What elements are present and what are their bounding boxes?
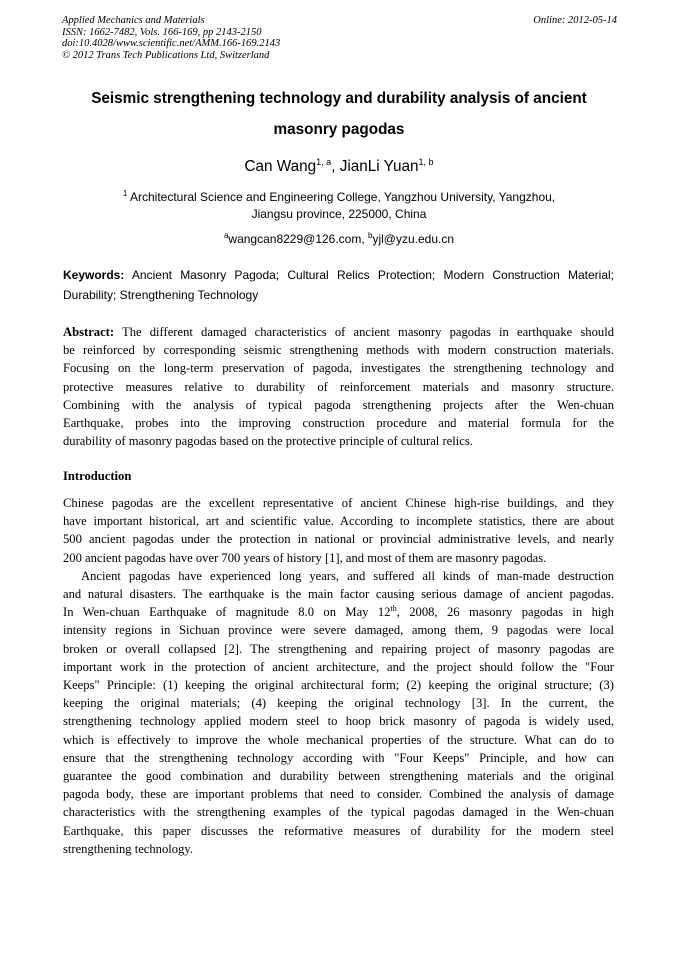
ordinal-suffix: th: [390, 604, 397, 614]
copyright-line: © 2012 Trans Tech Publications Ltd, Switzerland: [62, 49, 270, 61]
body-line: Keeps" Principle: (1) keeping the original architectural form; (2) keeping the original structure; (3): [63, 678, 614, 693]
author-list: [40, 157, 638, 176]
email-link[interactable]: yjl@yzu.edu.cn: [372, 232, 455, 246]
abstract-line: Combining with the analysis of typical pagoda strengthening projects after the Wen-chuan: [63, 397, 614, 412]
body-line: strengthening technology applied modern steel to hoop brick masonry of pagoda is widely used,: [63, 714, 614, 729]
email-separator: ,: [361, 232, 369, 246]
body-line: Ancient pagodas have experienced long years, and suffered all kinds of man-made destruction: [81, 568, 614, 583]
body-line: guarantee the good combination and durability between strengthening materials and the original: [63, 769, 614, 784]
email-marker: a: [223, 231, 229, 240]
paper-title-line-1: Seismic strengthening technology and durability analysis of ancient: [91, 90, 587, 107]
body-line: which is effectively to improve the whole mechanical properties of the structure. What can do to: [63, 732, 614, 747]
keywords-line: [63, 265, 614, 285]
body-line: important work in the protection of ancient architecture, and the project should follow the "Four: [63, 659, 614, 674]
abstract-text: The different damaged characteristics of ancient masonry pagodas in earthquake should: [114, 325, 614, 339]
introduction-heading: Introduction: [63, 469, 132, 483]
body-line: broken or overall collapsed [2]. The strengthening and repairing project of masonry pagodas are: [63, 641, 614, 656]
body-line: have important historical, art and scientific value. According to incomplete statistics, there are about: [63, 514, 614, 529]
affiliation-marker: 1: [122, 189, 128, 198]
abstract-line: durability of masonry pagodas based on the protective principle of cultural relics.: [63, 434, 473, 449]
body-line: 500 ancient pagodas under the protection in national or provincial administrative levels, and nearly: [63, 532, 614, 547]
body-line: strengthening technology.: [63, 841, 193, 856]
journal-name: Applied Mechanics and Materials: [62, 15, 205, 26]
email-marker: b: [368, 231, 373, 240]
body-line: Earthquake, this paper discusses the reformative measures of durability for the modern steel: [63, 823, 614, 838]
online-date: Online: 2012-05-14: [533, 15, 617, 26]
affiliation-line-1: [60, 189, 618, 204]
body-line: [63, 603, 614, 621]
abstract-line: protective measures relative to durability of reinforcement materials and masonry structure.: [63, 379, 614, 394]
author-emails: [60, 231, 618, 246]
keywords-line: Durability; Strengthening Technology: [63, 288, 259, 302]
body-text: , 2008, 26 masonry pagodas in high: [396, 605, 614, 620]
author-name: JianLi Yuan: [339, 158, 419, 175]
affiliation-text: Architectural Science and Engineering College, Yangzhou University, Yangzhou,: [127, 190, 556, 204]
body-line: ensure that the strengthening technology according with "Four Keeps" Principle, and how can: [63, 750, 614, 765]
abstract-section: [63, 323, 614, 450]
body-line: and natural disasters. The earthquake is the main factor causing serious damage of ancient pagodas.: [63, 587, 614, 602]
body-line: intensity regions in Sichuan province were severe damaged, among them, 9 pagodas were local: [63, 623, 614, 638]
issn-line: ISSN: 1662-7482, Vols. 166-169, pp 2143-2150: [62, 26, 262, 38]
keywords-label: Keywords:: [63, 268, 125, 282]
author-separator: ,: [331, 158, 340, 175]
body-line: Chinese pagodas are the excellent representative of ancient Chinese high-rise buildings, and they: [63, 496, 614, 510]
paper-title-line-2: masonry pagodas: [273, 121, 405, 138]
abstract-line: Focusing on the long-term preservation of pagoda, investigates the strengthening technology and: [63, 361, 614, 376]
body-text: In Wen-chuan Earthquake of magnitude 8.0 on May 12: [63, 605, 391, 620]
abstract-label: Abstract:: [63, 325, 115, 339]
body-line: 200 ancient pagodas have over 700 years of history [1], and most of them are masonry pagodas.: [63, 550, 547, 565]
abstract-line: Earthquake, probes into the improving construction procedure and material formula for the: [63, 416, 614, 431]
keywords-section: [63, 265, 614, 305]
author-name: Can Wang: [244, 158, 317, 175]
keywords-text: Ancient Masonry Pagoda; Cultural Relics Protection; Modern Construction Material;: [124, 268, 614, 282]
introduction-body: [63, 494, 614, 858]
email-link[interactable]: wangcan8229@126.com: [228, 232, 362, 246]
abstract-line: [63, 323, 614, 341]
body-line: keeping the original materials; (4) keeping the original technology [3]. In the current, the: [63, 696, 614, 711]
author-affiliation-marker: 1, a: [316, 157, 332, 167]
body-line: characteristics with the strengthening examples of the typical pagodas damaged in the Wen-chuan: [63, 805, 614, 820]
body-line: pagoda body, these are important problems that need to consider. Combined the analysis of damage: [63, 787, 614, 802]
affiliation-line-2: Jiangsu province, 225000, China: [251, 207, 427, 221]
journal-header: [62, 15, 617, 61]
doi-line: doi:10.4028/www.scientific.net/AMM.166-169.2143: [62, 38, 281, 50]
abstract-line: be reinforced by corresponding seismic strengthening methods with modern construction materials.: [63, 343, 614, 358]
author-affiliation-marker: 1, b: [418, 157, 434, 167]
